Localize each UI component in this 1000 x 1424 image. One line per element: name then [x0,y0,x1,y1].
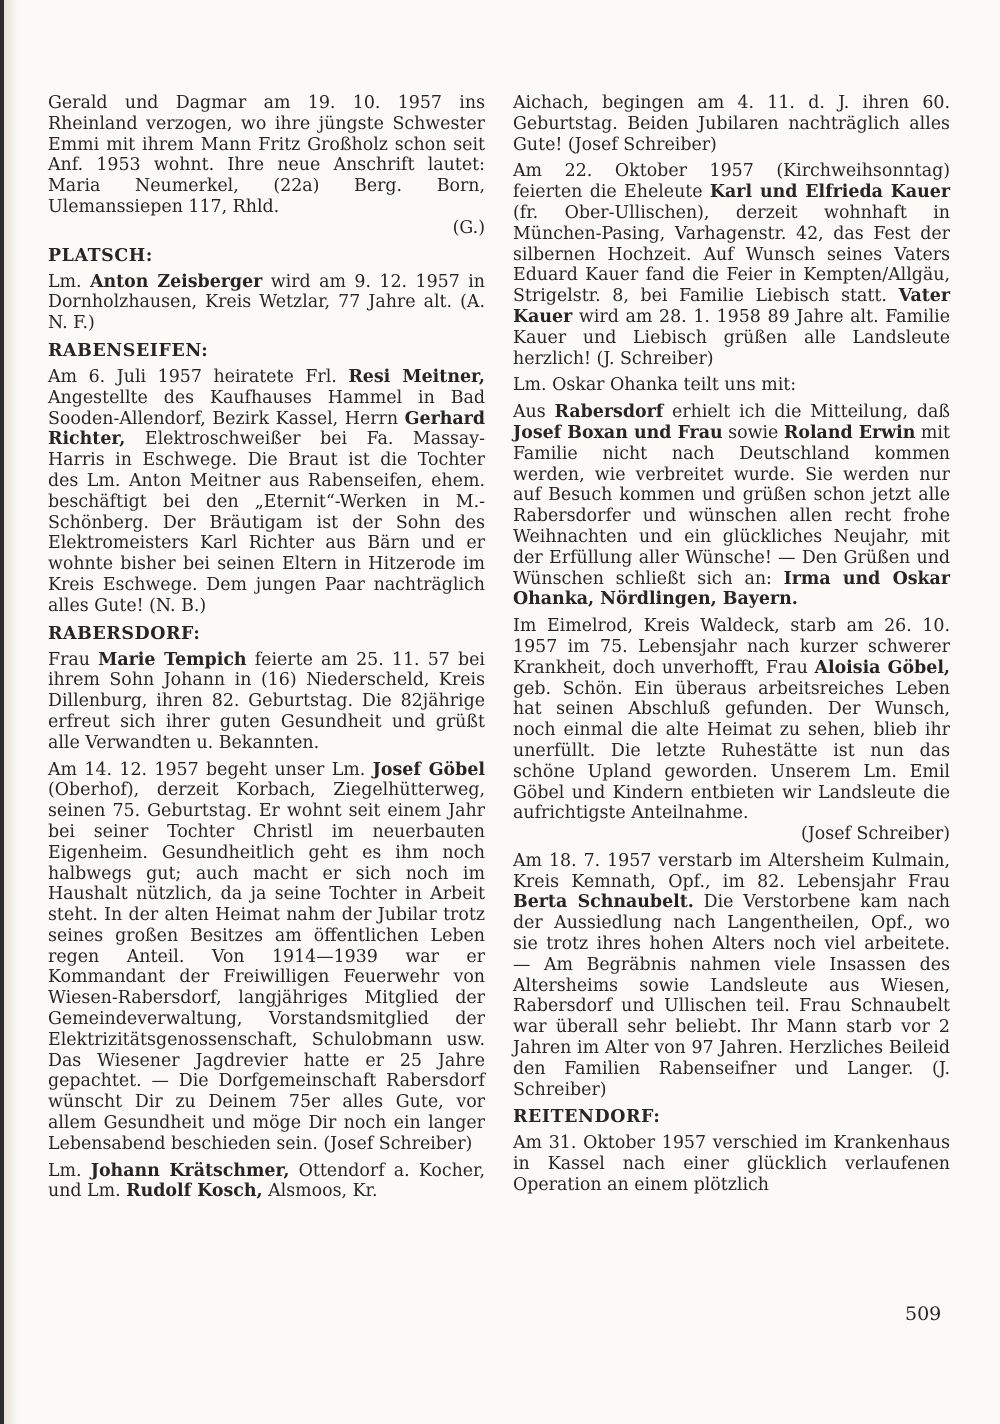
person-name: Berta Schnaubelt. [513,892,694,913]
signature: (Josef Schreiber) [801,824,950,845]
paragraph-left-4: Frau Marie Tempich feierte am 25. 11. 57 bei ihrem Sohn Johann in (16) Niederscheld, Kreis Dillenburg, ihren 82. Geburtstag. Die 82jährige erfreut sich ihrer guten Gesundheit und grüßt alle Verwandten u. Bekannten. [48,649,485,753]
paragraph-right-5: Im Eimelrod, Kreis Waldeck, starb am 26. 10. 1957 im 75. Lebensjahr nach kurzer schwerer Krankheit, doch unverhofft, Frau Aloisia Göbel, geb. Schön. Ein überaus arbeitsreiches Leben hat seinen Abschluß gefunden. Der Wunsch, noch einmal die alte Heimat zu sehen, blieb ihr unerfüllt. Die letzte Ruhestätte ist nun das schöne Upland geworden. Unserem Lm. Emil Göbel und Kindern entbieten wir Landsleute die aufrichtigste Anteilnahme. (Josef Schreiber) [513,616,950,845]
paragraph-right-3: Lm. Oskar Ohanka teilt uns mit: [513,375,797,396]
person-name: Anton Zeisberger [90,271,263,292]
paragraph-right-1: Aichach, begingen am 4. 11. d. J. ihren 60. Geburtstag. Beiden Jubilaren nachträglich alles Gute! (Josef Schreiber) [513,93,950,155]
paragraph-right-2: Am 22. Oktober 1957 (Kirchweihsonntag) feierten die Eheleute Karl und Elfrieda Kauer (fr. Ober-Ullischen), derzeit wohnhaft in München-Pasing, Varhagenstr. 42, das Fest der silbernen Hochzeit. Auf Wunsch seines Vaters Eduard Kauer fand die Feier in Kempten/Allgäu, Strigelstr. 8, bei Familie Liebisch statt. Vater Kauer wird am 28. 1. 1958 89 Jahre alt. Familie Kauer und Liebisch grüßen alle Landsleute herzlich! (J. Schreiber) [513,161,950,369]
person-name: Irma und Oskar Ohanka, Nördlingen, Bayern. [513,568,950,610]
section-heading-rabersdorf: RABERSDORF: [48,623,201,644]
paragraph-left-1: Gerald und Dagmar am 19. 10. 1957 ins Rheinland verzogen, wo ihre jüngste Schwester Emmi mit ihrem Mann Fritz Großholz schon seit Anf. 1953 wohnt. Ihre neue Anschrift lautet: Maria Neumerkel, (22a) Berg. Born, Ulemanssiepen 117, Rhld. (G.) [48,93,485,238]
person-name: Marie Tempich [98,649,247,670]
section-heading-platsch: PLATSCH: [48,245,153,266]
paragraph-left-5: Am 14. 12. 1957 begeht unser Lm. Josef Göbel (Oberhof), derzeit Korbach, Ziegelhütterweg, seinen 75. Geburtstag. Er wohnt seit einem Jahr bei seiner Tochter Christl im neuerbauten Eigenheim. Gesundheitlich geht es ihm noch halbwegs gut; auch macht er sich noch im Haushalt nützlich, da ja seine Tochter in Arbeit steht. In der alten Heimat nahm der Jubilar trotz seines großen Besitzes am öffentlichen Leben regen Anteil. Von 1914—1939 war er Kommandant der Freiwilligen Feuerwehr von Wiesen-Rabersdorf, langjähriges Mitglied der Gemeindeverwaltung, Vorstandsmitglied der Elektrizitätsgenossenschaft, Schulobmann usw. Das Wiesener Jagdrevier hatte er 25 Jahre gepachtet. — Die Dorfgemeinschaft Rabersdorf wünscht Dir zu Deinem 75er alles Gute, vor allem Gesundheit und möge Dir noch ein langer Lebensabend beschieden sein. (Josef Schreiber) [48,759,485,1154]
paragraph-right-7: Am 31. Oktober 1957 verschied im Krankenhaus in Kassel nach einer glücklich verlaufenen Operation an einem plötzlich [513,1133,950,1196]
right-column [513,93,950,1196]
paragraph-left-2: Lm. Anton Zeisberger wird am 9. 12. 1957 in Dornholzhausen, Kreis Wetzlar, 77 Jahre alt. (A. N. F.) [48,271,485,334]
person-name: Vater Kauer [513,286,950,327]
person-name: Josef Göbel [372,759,485,780]
place-name: Rabersdorf [554,402,664,423]
left-column [48,93,485,1202]
person-name: Rudolf Kosch, [126,1181,263,1202]
person-name: Karl und Elfrieda Kauer [709,182,950,203]
page-number: 509 [905,1303,942,1325]
person-name: Johann Krätschmer, [90,1160,290,1181]
paragraph-right-6: Am 18. 7. 1957 verstarb im Altersheim Kulmain, Kreis Kemnath, Opf., im 82. Lebensjahr Frau Berta Schnaubelt. Die Verstorbene kam nach der Aussiedlung nach Langentheilen, Opf., wo sie trotz ihres hohen Alters noch viel arbeitete. — Am Begräbnis nahmen viele Insassen des Altersheims sowie Landsleute aus Wiesen, Rabersdorf und Ullischen teil. Frau Schnaubelt war überall sehr beliebt. Ihr Mann starb vor 2 Jahren im Alter von 97 Jahren. Herzliches Beileid den Familien Rabenseifner und Langer. (J. Schreiber) [513,850,950,1100]
paragraph-left-3: Am 6. Juli 1957 heiratete Frl. Resi Meitner, Angestellte des Kaufhauses Hammel in Bad Sooden-Allendorf, Bezirk Kassel, Herrn Gerhard Richter, Elektroschweißer bei Fa. Massay-Harris in Eschwege. Die Braut ist die Tochter des Lm. Anton Meitner aus Rabenseifen, ehem. beschäftigt bei den „Eternit“-Werken in M.-Schönberg. Der Bräutigam ist der Sohn des Elektromeisters Karl Richter aus Bärn und er wohnte bisher bei seinen Eltern in Hitzerode im Kreis Eschwege. Dem jungen Paar nachträglich alles Gute! (N. B.) [48,366,485,616]
person-name: Josef Boxan und Frau [513,422,723,443]
paragraph-right-4: Aus Rabersdorf erhielt ich die Mitteilung, daß Josef Boxan und Frau sowie Roland Erwin mit Familie nicht nach Deutschland kommen werden, wie verbreitet wurde. Sie werden nur auf Besuch kommen und grüßen schon jetzt alle Rabersdorfer und wünschen allen recht frohe Weihnachten und ein glückliches Neujahr, mit der Erfüllung aller Wünsche! — Den Grüßen und Wünschen schließt sich an: Irma und Oskar Ohanka, Nördlingen, Bayern. [513,402,950,610]
section-heading-reitendorf: REITENDORF: [513,1107,661,1128]
paragraph-left-6: Lm. Johann Krätschmer, Ottendorf a. Kocher, und Lm. Rudolf Kosch, Alsmoos, Kr. [48,1160,485,1202]
page-binding-shadow [4,0,18,1424]
signature: (G.) [452,217,485,238]
person-name: Resi Meitner, [348,366,485,387]
person-name: Aloisia Göbel, [814,657,950,678]
person-name: Gerhard Richter, [48,408,485,450]
section-heading-rabenseifen: RABENSEIFEN: [48,340,209,361]
person-name: Roland Erwin [783,422,916,443]
